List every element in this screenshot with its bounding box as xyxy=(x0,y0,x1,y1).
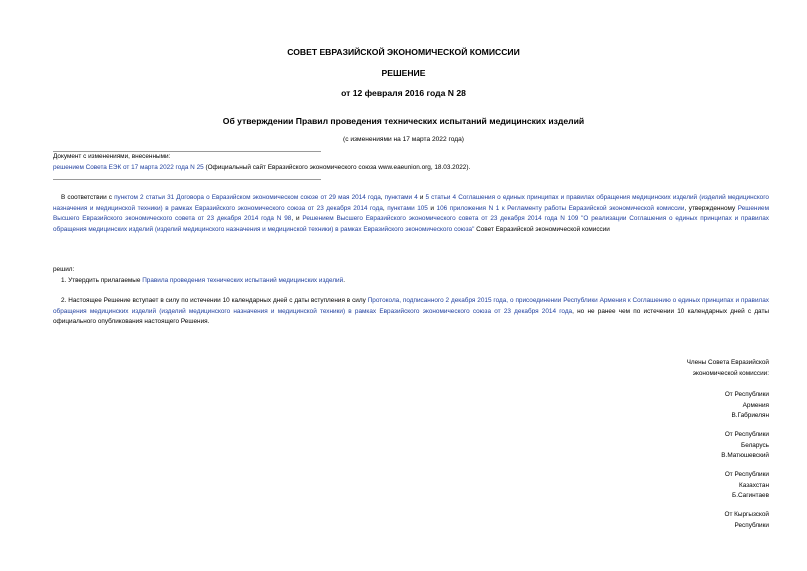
signature-country: Армения xyxy=(742,401,769,409)
document-title: Об утверждении Правил проведения технических испытаний медицинских изделий xyxy=(222,116,585,126)
divider-bottom xyxy=(53,179,321,180)
item-2-text: 2. Настоящее Решение вступает в силу по истечении 10 календарных дней с даты вступления в силу xyxy=(61,297,368,304)
preamble-link-agreement[interactable]: 5 статьи 4 Соглашения о единых принципах и правилах обращения медицинских изделий (изделий медицинского назначения и медицинской техники) в рамках Евразийского экономического союза от 23 декабря 2014 года xyxy=(53,194,769,212)
preamble-text: , xyxy=(382,204,388,212)
preamble-text: , и xyxy=(291,215,303,223)
item-1-text: 1. Утвердить прилагаемые xyxy=(61,277,143,284)
amendments-line xyxy=(53,163,553,174)
signature-block-kazakhstan xyxy=(725,470,769,502)
preamble-text: , утвержденному xyxy=(684,204,738,212)
rules-link[interactable]: Правила проведения технических испытаний медицинских изделий xyxy=(142,277,344,284)
item-2 xyxy=(53,296,769,328)
preamble-link-decision-98[interactable]: Решением Высшего Евразийского экономического совета от 23 декабря 2014 года N 98 xyxy=(53,204,769,223)
document-type: РЕШЕНИЕ xyxy=(381,68,426,78)
signature-name: Б.Сагинтаев xyxy=(732,492,769,500)
signature-from: От Республики xyxy=(724,391,769,398)
preamble-text: В соответствии с xyxy=(61,194,115,201)
signatures-header-line: экономической комиссии: xyxy=(692,369,769,377)
signatures-header xyxy=(687,358,769,379)
protocol-link[interactable]: Протокола, подписанного 2 декабря 2015 года, о присоединении Республики Армения к Соглашению о единых принципах и правилах обращения медицинских изделий (изделий медицинского назначения и медицинской техники) в рамках Евразийского экономического союза от 23 декабря 2014 года xyxy=(53,297,769,315)
preamble-link-decision-109[interactable]: Решением Высшего Евразийского экономического совета от 23 декабря 2014 года N 109 "О реализации Соглашения о единых принципах и правилах обращения медицинских изделий (изделий медицинского назначения и медицинской техники) в рамках Евразийского экономического союза" xyxy=(53,215,770,234)
revision-note: (с изменениями на 17 марта 2022 года) xyxy=(343,136,464,143)
signature-from: От Республики xyxy=(724,471,769,478)
preamble-link-points-105[interactable]: пунктами 105 xyxy=(387,204,428,212)
signature-name: В.Матюшевский xyxy=(721,452,769,460)
signature-block-armenia xyxy=(725,390,769,422)
organization-title: СОВЕТ ЕВРАЗИЙСКОЙ ЭКОНОМИЧЕСКОЙ КОМИССИИ xyxy=(287,47,520,57)
preamble-text: и xyxy=(427,204,437,212)
signature-from: От Кыргызской xyxy=(724,511,769,518)
signature-country: Беларусь xyxy=(741,441,769,449)
item-2-text: , но не ранее чем по истечении 10 календарных дней с даты официального опубликования настоящего Решения. xyxy=(53,307,769,326)
preamble-link-points-4[interactable]: пунктами 4 xyxy=(384,194,418,201)
amendments-source: (Официальный сайт Евразийского экономического союза www.eaeunion.org, 18.03.2022). xyxy=(203,163,471,171)
amendment-link[interactable]: решением Совета ЕЭК от 17 марта 2022 года N 25 xyxy=(53,163,204,171)
signature-country: Казахстан xyxy=(739,481,769,489)
signature-country: Республики xyxy=(734,521,769,529)
item-1-text: . xyxy=(343,277,345,284)
preamble-text: и xyxy=(417,194,426,201)
decided-label: решил: xyxy=(53,266,75,273)
signature-block-belarus xyxy=(721,430,769,462)
amendments-intro: Документ с изменениями, внесенными: xyxy=(53,153,171,160)
preamble-link-treaty[interactable]: пунктом 2 статьи 31 Договора о Евразийском экономическом союзе от 29 мая 2014 года xyxy=(114,194,381,201)
amendments-block xyxy=(53,152,553,173)
signature-block-kyrgyzstan xyxy=(724,510,769,531)
document-date-number: от 12 февраля 2016 года N 28 xyxy=(341,88,466,98)
item-1 xyxy=(61,276,769,287)
preamble-link-annex[interactable]: 106 приложения N 1 к Регламенту работы Евразийской экономической комиссии xyxy=(436,204,685,212)
preamble-paragraph xyxy=(53,193,769,236)
preamble-text: Совет Евразийской экономической комиссии xyxy=(474,226,610,234)
signature-from: От Республики xyxy=(724,431,769,438)
signatures-header-line: Члены Совета Евразийской xyxy=(686,359,769,366)
signature-name: В.Габриелян xyxy=(731,412,769,420)
preamble-text: , xyxy=(380,194,385,201)
